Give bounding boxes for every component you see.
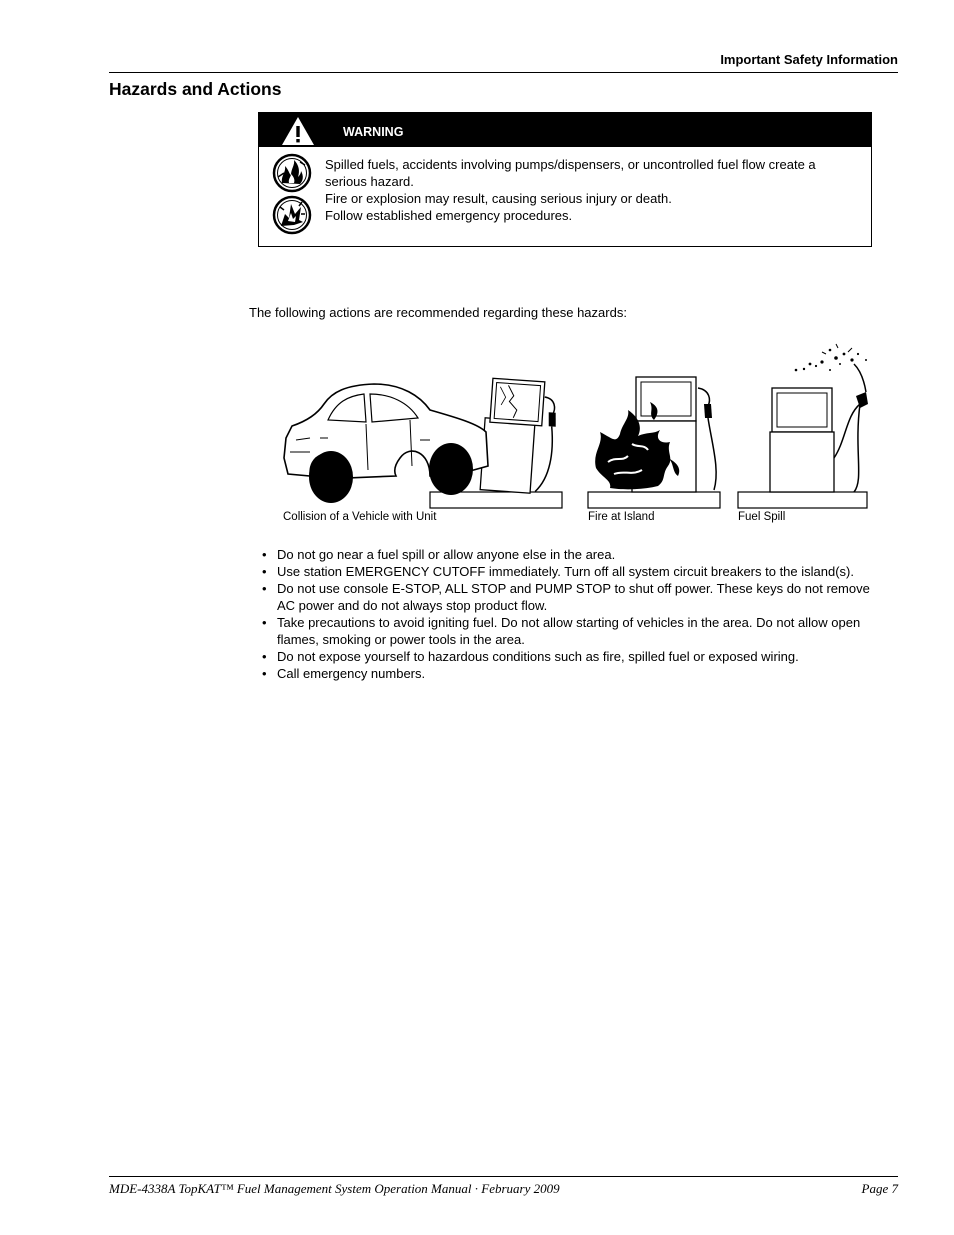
fuel-spill-illustration xyxy=(738,344,868,508)
explosion-hazard-icon xyxy=(272,195,312,235)
fire-caption: Fire at Island xyxy=(588,511,655,523)
collision-illustration xyxy=(284,378,562,508)
spill-island-base xyxy=(738,492,867,508)
warning-box xyxy=(258,112,872,247)
footer-document-title: MDE-4338A TopKAT™ Fuel Management System Operation Manual · February 2009 xyxy=(109,1181,560,1196)
header-rule xyxy=(109,72,898,73)
action-item: • Call emergency numbers. xyxy=(262,665,877,682)
intro-text: The following actions are recommended regarding these hazards: xyxy=(249,305,627,320)
collision-dispenser xyxy=(480,378,559,495)
fire-island-base xyxy=(588,492,720,508)
warning-header-bar xyxy=(259,113,871,147)
action-item: • Do not go near a fuel spill or allow anyone else in the area. xyxy=(262,546,877,563)
running-header: Important Safety Information xyxy=(720,52,898,67)
footer-page-number: Page 7 xyxy=(861,1181,898,1196)
warning-triangle-icon xyxy=(281,116,315,146)
action-list xyxy=(262,546,877,682)
warning-label: WARNING xyxy=(343,125,404,139)
warning-line: Spilled fuels, accidents involving pumps/dispensers, or uncontrolled fuel flow create a serious hazard. xyxy=(325,157,816,189)
action-item: • Take precautions to avoid igniting fuel. Do not allow starting of vehicles in the area. Do not allow open flames, smoking or power tools in the area. xyxy=(262,614,877,648)
fire-hazard-icon xyxy=(272,153,312,193)
section-title: Hazards and Actions xyxy=(109,79,282,99)
collision-caption: Collision of a Vehicle with Unit xyxy=(283,511,437,523)
footer-rule xyxy=(109,1176,898,1177)
hazard-illustrations xyxy=(270,340,880,530)
warning-line: Fire or explosion may result, causing serious injury or death. xyxy=(325,191,672,206)
warning-text xyxy=(325,156,860,224)
fuel-spill-caption: Fuel Spill xyxy=(738,511,786,523)
warning-line: Follow established emergency procedures. xyxy=(325,208,573,223)
action-item: • Use station EMERGENCY CUTOFF immediately. Turn off all system circuit breakers to the island(s). xyxy=(262,563,877,580)
action-item: • Do not use console E-STOP, ALL STOP and PUMP STOP to shut off power. These keys do not remove AC power and do not always stop product flow. xyxy=(262,580,877,614)
action-item: • Do not expose yourself to hazardous conditions such as fire, spilled fuel or exposed wiring. xyxy=(262,648,877,665)
fire-illustration xyxy=(588,377,720,508)
